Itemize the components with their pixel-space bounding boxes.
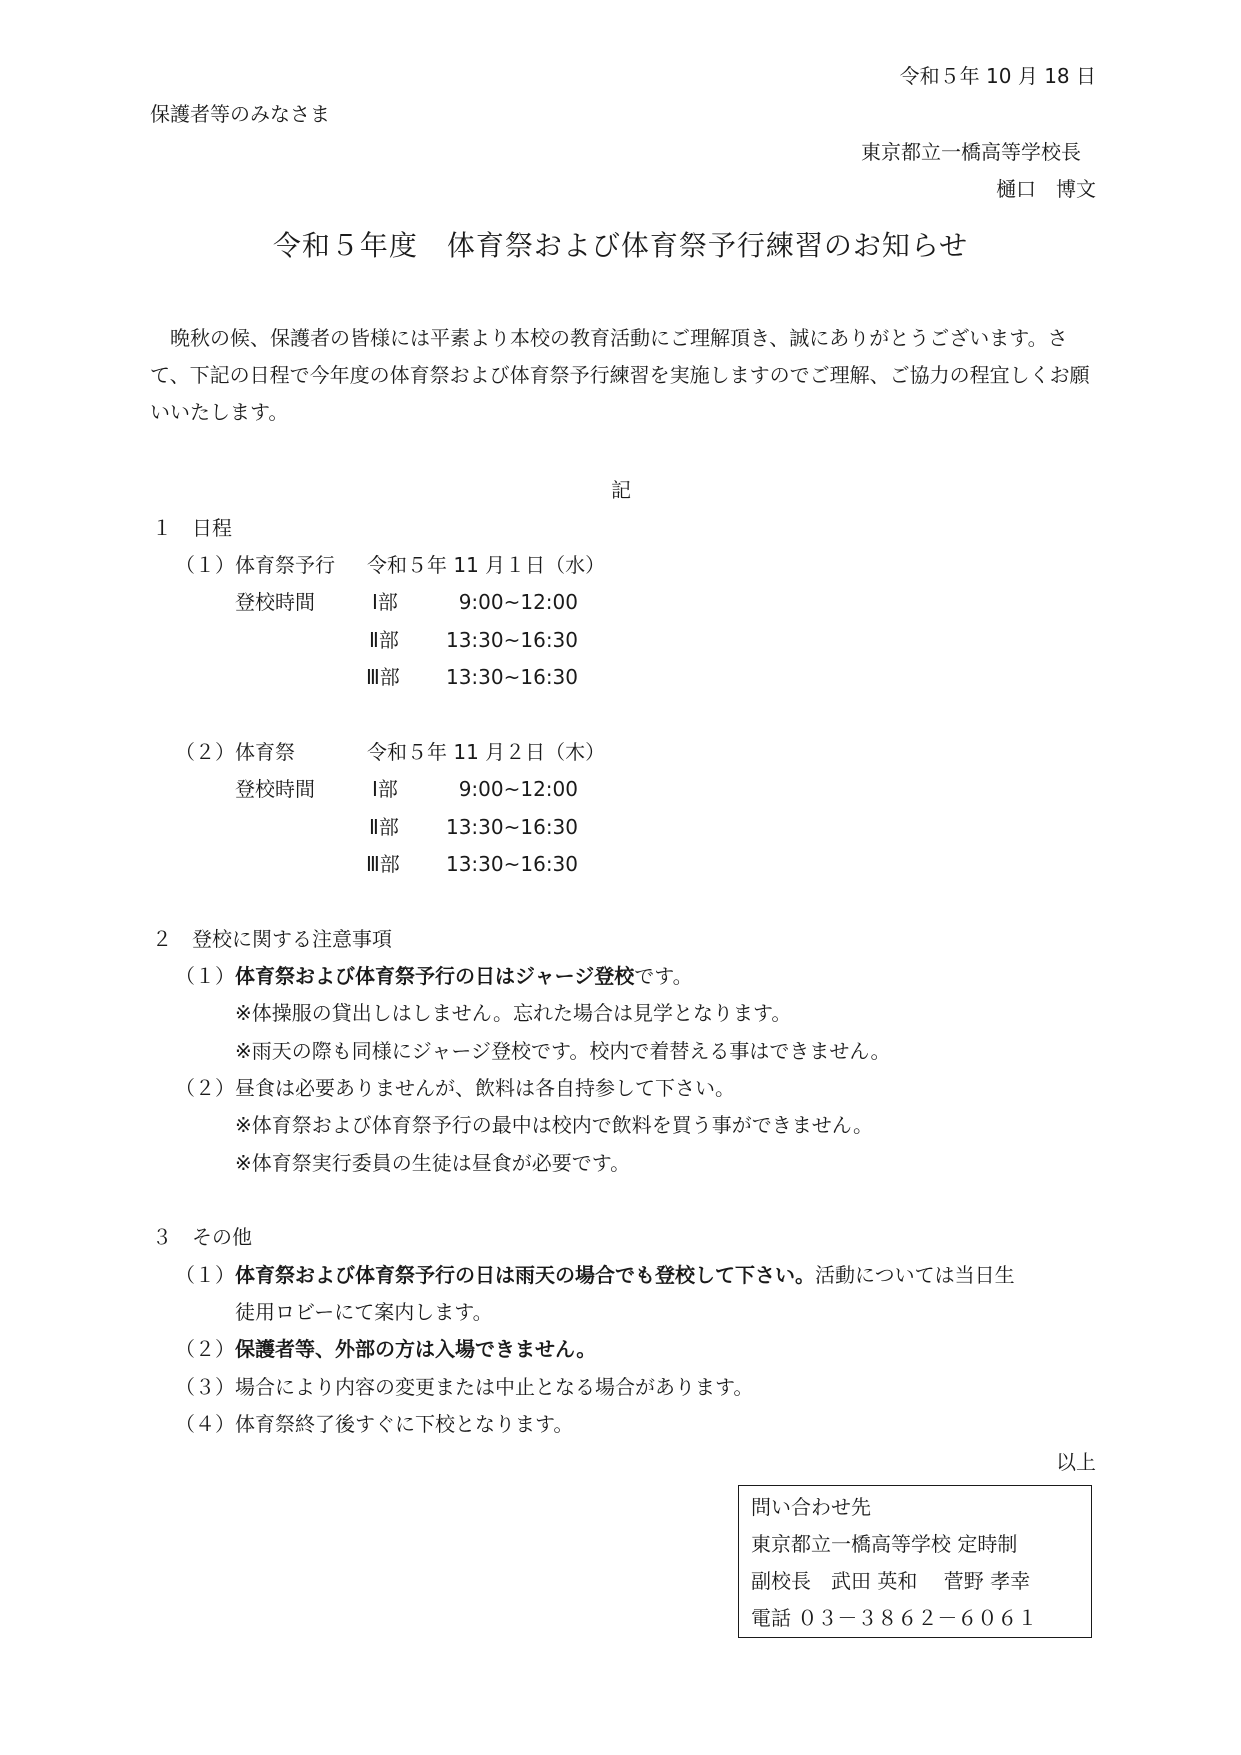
s3-item4-num: （４） — [175, 1412, 235, 1436]
s1-item1-part1: Ⅰ部 — [372, 590, 398, 614]
section1-heading: １ 日程 — [152, 516, 232, 540]
s2-item2-num: （２） — [175, 1076, 235, 1100]
s1-item2-date: 令和５年 11 月２日（木） — [367, 740, 606, 764]
intro-paragraph — [150, 320, 1090, 431]
s1-item1-time3: 13:30~16:30 — [445, 665, 578, 689]
contact-staff: 副校長 武田 英和 菅野 孝幸 — [751, 1569, 1031, 1593]
s3-item3 — [175, 1375, 753, 1399]
s1-item2-name: 体育祭 — [235, 740, 295, 764]
closing-ijou: 以上 — [1056, 1450, 1096, 1474]
s1-item1-name: 体育祭予行 — [235, 553, 335, 577]
contact-label: 問い合わせ先 — [751, 1495, 871, 1519]
s1-item1-time-label: 登校時間 — [235, 590, 315, 614]
s2-note3: ※体育祭および体育祭予行の最中は校内で飲料を買う事ができません。 — [235, 1113, 873, 1137]
contact-phone: 電話 ０３－３８６２－６０６１ — [751, 1606, 1038, 1630]
s2-note1: ※体操服の貸出しはしません。忘れた場合は見学となります。 — [235, 1001, 792, 1025]
s2-item1-rest: です。 — [634, 964, 693, 988]
s2-note2: ※雨天の際も同様にジャージ登校です。校内で着替える事はできません。 — [235, 1039, 891, 1063]
section3-heading: ３ その他 — [152, 1225, 252, 1249]
page-title: 令和５年度 体育祭および体育祭予行練習のお知らせ — [272, 229, 969, 262]
s3-item2 — [175, 1337, 596, 1361]
s3-item1-num: （１） — [175, 1263, 235, 1287]
sender-school: 東京都立一橋高等学校長 — [861, 140, 1081, 164]
s1-item2-time2: 13:30~16:30 — [445, 815, 578, 839]
s3-item2-num: （２） — [175, 1337, 235, 1361]
s1-item2-part3: Ⅲ部 — [366, 852, 400, 876]
s1-item2-time-label: 登校時間 — [235, 777, 315, 801]
s2-item2 — [175, 1076, 735, 1100]
s1-item2-time3: 13:30~16:30 — [445, 852, 578, 876]
s2-note4: ※体育祭実行委員の生徒は昼食が必要です。 — [235, 1151, 631, 1175]
recipient: 保護者等のみなさま — [150, 102, 330, 126]
s3-item3-text: 場合により内容の変更または中止となる場合があります。 — [235, 1375, 754, 1399]
intro-text: 晩秋の候、保護者の皆様には平素より本校の教育活動にご理解頂き、誠にありがとうございます。さて、下記の日程で今年度の体育祭および体育祭予行練習を実施しますのでご理解、ご協力の程宜しくお願いいたします。 — [150, 326, 1090, 424]
section2-heading: ２ 登校に関する注意事項 — [152, 927, 392, 951]
s3-item4 — [175, 1412, 573, 1436]
s3-item1-rest: 活動については当日生 — [815, 1263, 1015, 1287]
s2-item1-num: （１） — [175, 964, 235, 988]
s1-item2-time1: 9:00~12:00 — [458, 777, 578, 801]
s2-item1-bold: 体育祭および体育祭予行の日はジャージ登校 — [235, 964, 635, 988]
s2-item2-text: 昼食は必要ありませんが、飲料は各自持参して下さい。 — [235, 1076, 735, 1100]
s1-item2-part1: Ⅰ部 — [372, 777, 398, 801]
s1-item1-time1: 9:00~12:00 — [458, 590, 578, 614]
s3-item1 — [175, 1263, 1015, 1287]
contact-box — [738, 1485, 1092, 1638]
ki-label: 記 — [611, 478, 631, 502]
s3-item1-bold: 体育祭および体育祭予行の日は雨天の場合でも登校して下さい。 — [235, 1263, 815, 1287]
s3-item2-bold: 保護者等、外部の方は入場できません。 — [235, 1337, 597, 1361]
s2-item1 — [175, 964, 693, 988]
s1-item2-num: （２） — [175, 740, 235, 764]
s1-item2-part2: Ⅱ部 — [369, 815, 399, 839]
s3-item3-num: （３） — [175, 1375, 235, 1399]
s1-item1-part3: Ⅲ部 — [366, 665, 400, 689]
contact-school: 東京都立一橋高等学校 定時制 — [751, 1532, 1018, 1556]
s3-item4-text: 体育祭終了後すぐに下校となります。 — [235, 1412, 574, 1436]
s3-item1-cont: 徒用ロビーにて案内します。 — [235, 1300, 493, 1324]
s1-item1-time2: 13:30~16:30 — [445, 628, 578, 652]
sender-name: 樋口 博文 — [996, 177, 1096, 201]
document-date: 令和５年 10 月 18 日 — [899, 64, 1096, 88]
s1-item1-num: （１） — [175, 553, 235, 577]
s1-item1-part2: Ⅱ部 — [369, 628, 399, 652]
s1-item1-date: 令和５年 11 月１日（水） — [367, 553, 606, 577]
